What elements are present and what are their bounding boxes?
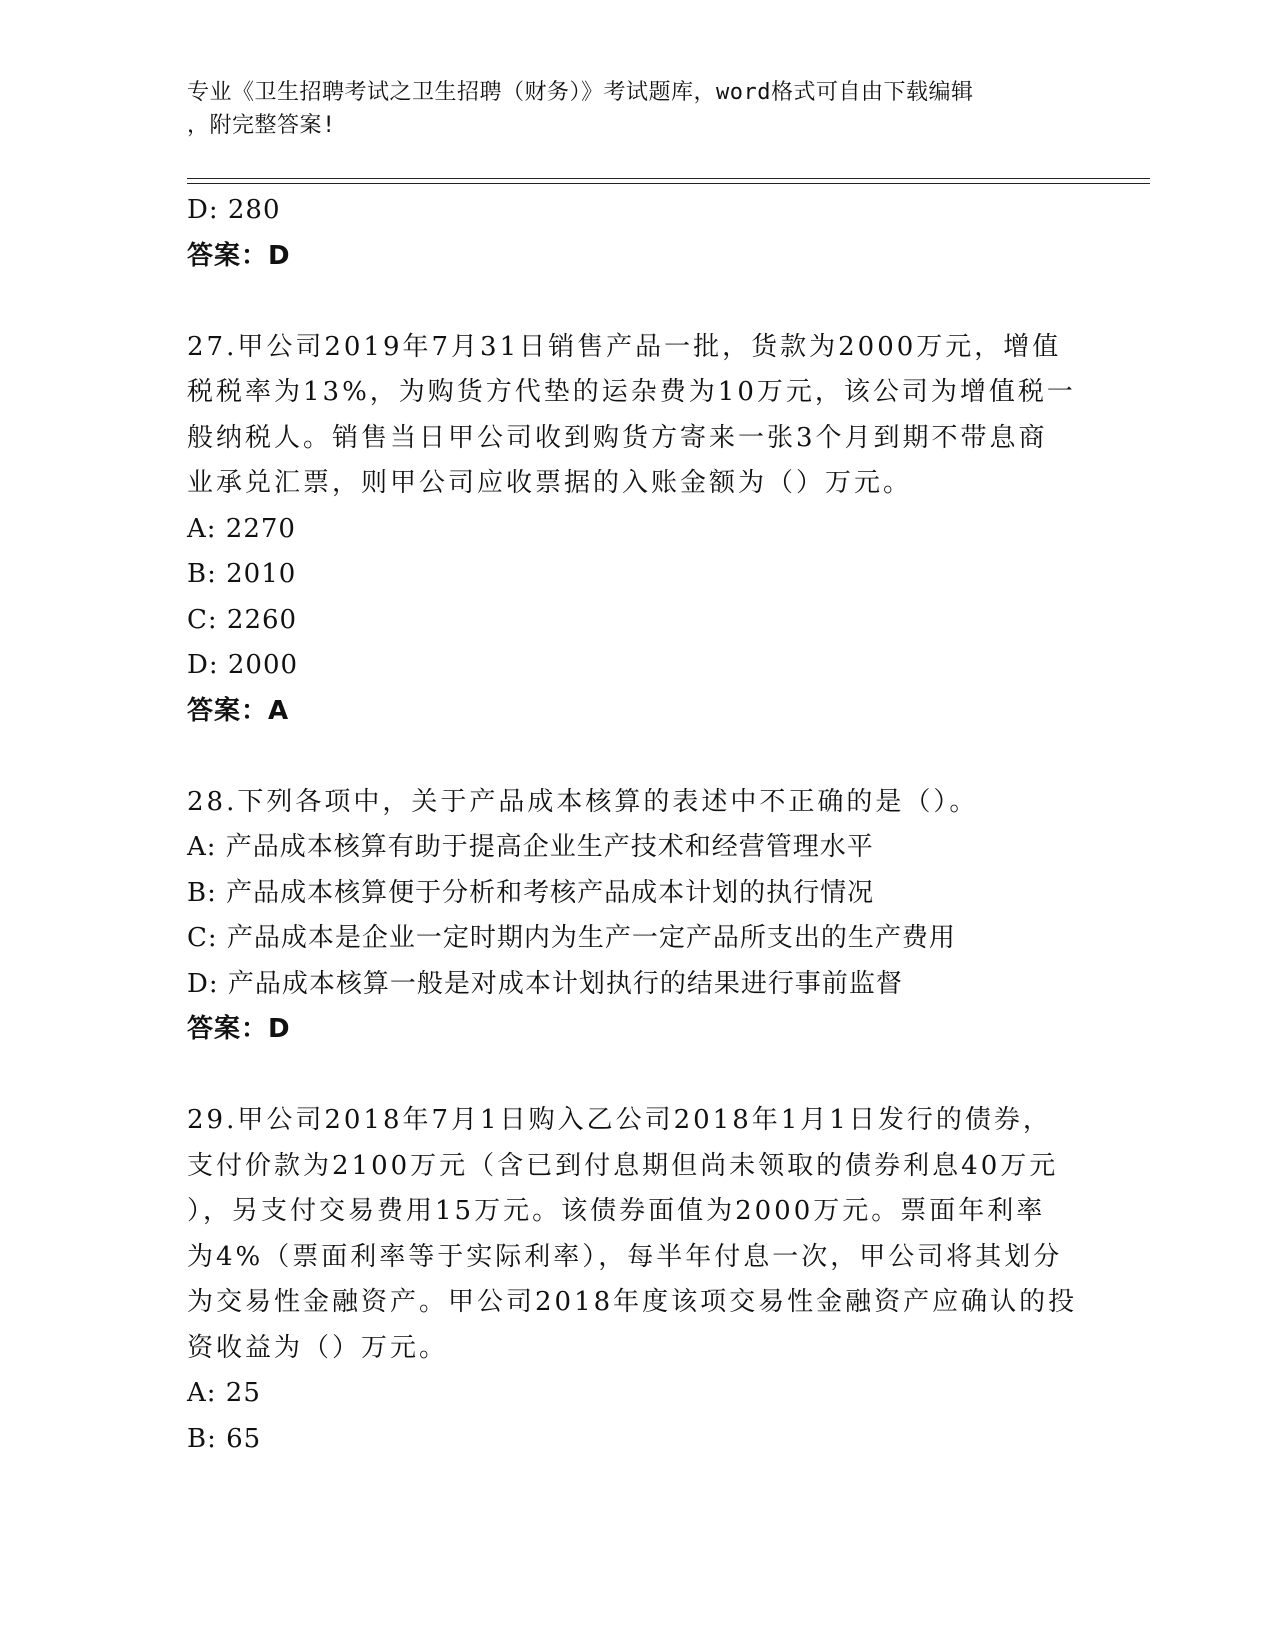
question-29 bbox=[187, 1098, 1087, 1462]
question-27-line: 27.甲公司2019年7月31日销售产品一批，货款为2000万元，增值 bbox=[187, 331, 1062, 362]
question-29-line: 29.甲公司2018年7月1日购入乙公司2018年1月1日发行的债券， bbox=[187, 1105, 1052, 1135]
question-27-answer: 答案：A bbox=[187, 695, 290, 726]
question-28-line: 28.下列各项中，关于产品成本核算的表述中不正确的是（）。 bbox=[187, 786, 979, 817]
header-divider-top bbox=[187, 178, 1150, 179]
question-27-line: 业承兑汇票，则甲公司应收票据的入账金额为（）万元。 bbox=[187, 468, 913, 498]
question-29-option-b: B: 65 bbox=[187, 1423, 262, 1454]
prev-option-d: D: 280 bbox=[187, 195, 281, 225]
question-content bbox=[187, 188, 1087, 1462]
question-29-option-a: A: 25 bbox=[187, 1378, 261, 1408]
question-27 bbox=[187, 325, 1087, 735]
question-27-option-c: C: 2260 bbox=[187, 604, 298, 635]
header-line-1: 专业《卫生招聘考试之卫生招聘（财务）》考试题库，word格式可自由下载编辑 bbox=[187, 80, 974, 105]
question-29-line: 资收益为（）万元。 bbox=[187, 1332, 449, 1363]
question-27-line: 税税率为13%，为购货方代垫的运杂费为10万元，该公司为增值税一 bbox=[187, 377, 1076, 407]
page-header bbox=[187, 76, 1067, 142]
question-28-option-c: C: 产品成本是企业一定时期内为生产一定产品所支出的生产费用 bbox=[187, 923, 956, 953]
header-line-2: ，附完整答案! bbox=[187, 113, 336, 138]
question-27-line: 般纳税人。销售当日甲公司收到购货方寄来一张3个月到期不带息商 bbox=[187, 422, 1048, 453]
question-29-line: 支付价款为2100万元（含已到付息期但尚未领取的债券利息40万元 bbox=[187, 1150, 1059, 1181]
question-27-option-d: D: 2000 bbox=[187, 650, 299, 680]
prev-answer: 答案：D bbox=[187, 240, 291, 271]
spacer bbox=[187, 1053, 1087, 1099]
question-29-line: 为交易性金融资产。甲公司2018年度该项交易性金融资产应确认的投 bbox=[187, 1287, 1078, 1317]
header-divider-bottom bbox=[187, 183, 1150, 184]
question-27-option-a: A: 2270 bbox=[187, 513, 296, 544]
question-28-option-b: B: 产品成本核算便于分析和考核产品成本计划的执行情况 bbox=[187, 877, 875, 908]
question-28-option-d: D: 产品成本核算一般是对成本计划执行的结果进行事前监督 bbox=[187, 968, 903, 999]
question-27-option-b: B: 2010 bbox=[187, 559, 297, 589]
question-29-line: ），另支付交易费用15万元。该债券面值为2000万元。票面年利率 bbox=[187, 1196, 1046, 1226]
question-28-answer: 答案：D bbox=[187, 1014, 291, 1044]
spacer bbox=[187, 734, 1087, 780]
question-28-option-a: A: 产品成本核算有助于提高企业生产技术和经营管理水平 bbox=[187, 832, 874, 862]
question-28 bbox=[187, 780, 1087, 1053]
spacer bbox=[187, 279, 1087, 325]
question-29-line: 为4%（票面利率等于实际利率），每半年付息一次，甲公司将其划分 bbox=[187, 1241, 1063, 1272]
